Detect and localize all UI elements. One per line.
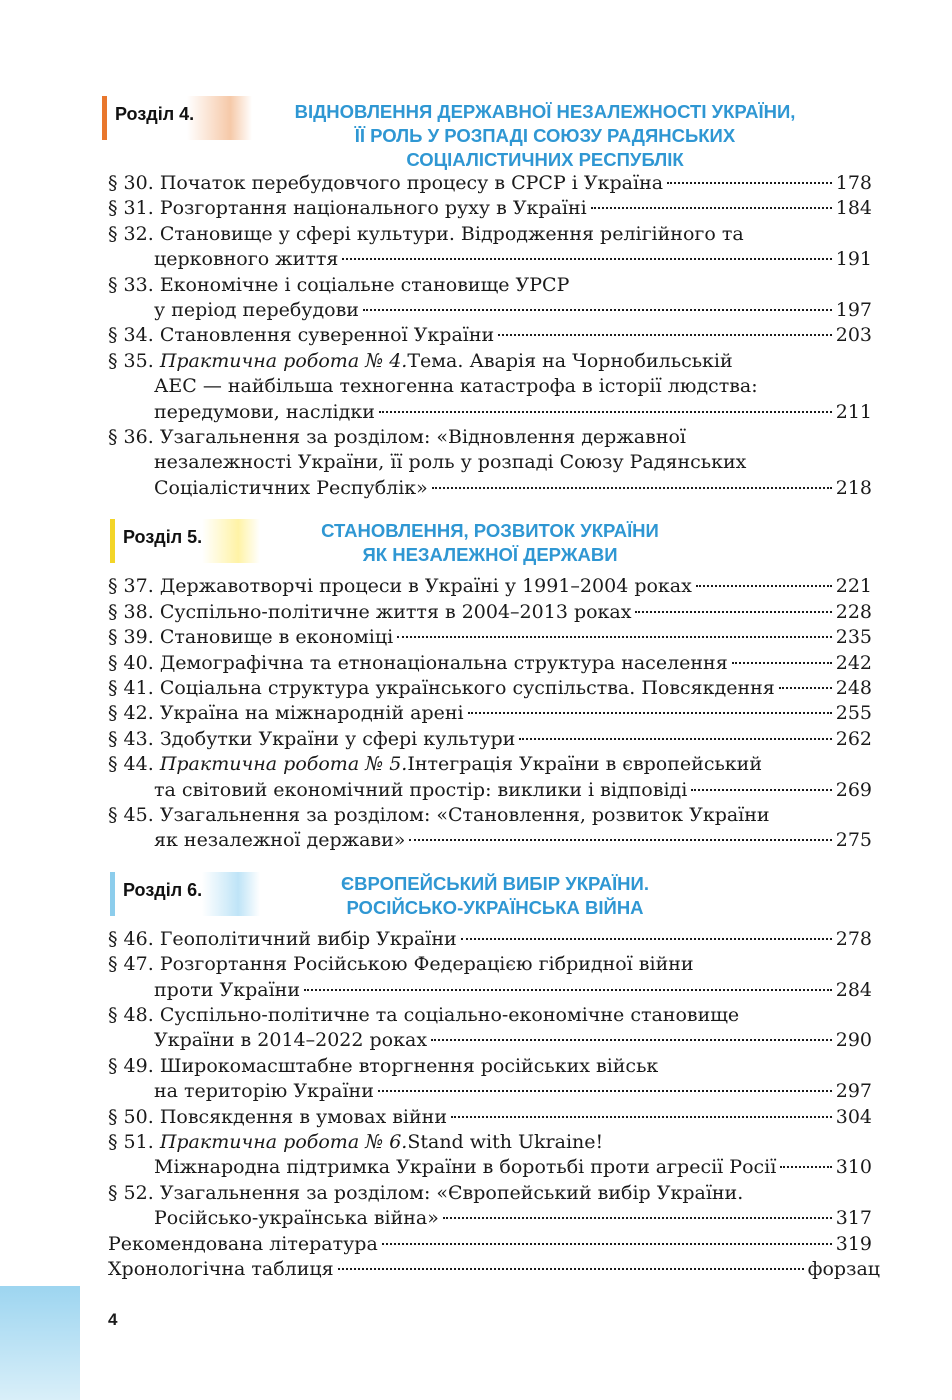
toc-entry-36[interactable]: § 36. Узагальнення за розділом: «Відновлення державної незалежності України, її роль у розпаді Союзу Радянських Соціалістичних Республік» 218 bbox=[108, 426, 872, 499]
toc-entry-30[interactable]: § 30. Початок перебудовчого процесу в СРСР і Україна 178 bbox=[108, 172, 872, 194]
section-6-badge: Розділ 6. bbox=[110, 872, 260, 916]
toc-entry-35[interactable]: § 35. Практична робота № 4. Тема. Аварія на Чорнобильській АЕС — найбільша техногенна катастрофа в історії людства: передумови, наслідки 211 bbox=[108, 349, 872, 423]
section-6-title: ЄВРОПЕЙСЬКИЙ ВИБІР УКРАЇНИ. РОСІЙСЬКО-УКРАЇНСЬКА ВІЙНА bbox=[341, 872, 649, 918]
toc-entry-46[interactable]: § 46. Геополітичний вибір України 278 bbox=[108, 927, 872, 950]
section-4-title: ВІДНОВЛЕННЯ ДЕРЖАВНОЇ НЕЗАЛЕЖНОСТІ УКРАЇНИ, ЇЇ РОЛЬ У РОЗПАДІ СОЮЗУ РАДЯНСЬКИХ СОЦІАЛІСТИЧНИХ РЕСПУБЛІК bbox=[294, 101, 796, 170]
toc-entry-chronology[interactable]: Хронологічна таблиця форзац bbox=[108, 1258, 880, 1281]
toc-entry-33[interactable]: § 33. Економічне і соціальне становище УРСР у період перебудови 197 bbox=[108, 273, 872, 322]
toc-entry-34[interactable]: § 34. Становлення суверенної України 203 bbox=[108, 324, 872, 347]
section-4-header bbox=[108, 96, 872, 171]
toc-entry-52[interactable]: § 52. Узагальнення за розділом: «Європейський вибір України. Російсько-українська війна» 317 bbox=[108, 1181, 872, 1230]
toc-entry-43[interactable]: § 43. Здобутки України у сфері культури 262 bbox=[108, 727, 872, 750]
toc-entry-41[interactable]: § 41. Соціальна структура українського суспільства. Повсякдення 248 bbox=[108, 676, 872, 699]
toc-entry-44[interactable]: § 44. Практична робота № 5. Інтеграція України в європейський та світовий економічний простір: виклики і відповіді 269 bbox=[108, 753, 872, 801]
section-5-badge: Розділ 5. bbox=[110, 519, 260, 563]
section-5-header bbox=[108, 519, 872, 574]
toc-entry-38[interactable]: § 38. Суспільно-політичне життя в 2004–2013 роках 228 bbox=[108, 600, 872, 623]
section-6-header bbox=[108, 872, 872, 927]
toc-entry-50[interactable]: § 50. Повсякдення в умовах війни 304 bbox=[108, 1105, 872, 1128]
toc-entry-39[interactable]: § 39. Становище в економіці 235 bbox=[108, 626, 872, 649]
toc-entry-32[interactable]: § 32. Становище у сфері культури. Відродження релігійного та церковного життя 191 bbox=[108, 222, 872, 271]
toc-entry-49[interactable]: § 49. Широкомасштабне вторгнення російських військ на територію України 297 bbox=[108, 1054, 872, 1103]
toc-entry-31[interactable]: § 31. Розгортання національного руху в Україні 184 bbox=[108, 197, 872, 220]
toc-entry-51[interactable]: § 51. Практична робота № 6. Stand with Ukraine! Міжнародна підтримка України в боротьбі проти агресії Росії 310 bbox=[108, 1131, 872, 1179]
page-number: 4 bbox=[80, 1300, 180, 1350]
toc-entry-37[interactable]: § 37. Державотворчі процеси в Україні у 1991–2004 роках 221 bbox=[108, 575, 872, 598]
toc-entry-42[interactable]: § 42. Україна на міжнародній арені 255 bbox=[108, 702, 872, 725]
corner-decoration bbox=[0, 1286, 80, 1400]
toc-entry-45[interactable]: § 45. Узагальнення за розділом: «Становлення, розвиток України як незалежної держави» 275 bbox=[108, 803, 872, 852]
toc-entry-40[interactable]: § 40. Демографічна та етнонаціональна структура населення 242 bbox=[108, 651, 872, 674]
table-of-contents bbox=[108, 96, 880, 1282]
section-5-title: СТАНОВЛЕННЯ, РОЗВИТОК УКРАЇНИ ЯК НЕЗАЛЕЖНОЇ ДЕРЖАВИ bbox=[321, 520, 659, 566]
toc-entry-47[interactable]: § 47. Розгортання Російською Федерацією гібридної війни проти України 284 bbox=[108, 953, 872, 1001]
toc-entry-literature[interactable]: Рекомендована література 319 bbox=[108, 1232, 872, 1255]
section-4-badge: Розділ 4. bbox=[102, 96, 252, 140]
toc-entry-48[interactable]: § 48. Суспільно-політичне та соціально-економічне становище України в 2014–2022 роках 290 bbox=[108, 1003, 872, 1052]
